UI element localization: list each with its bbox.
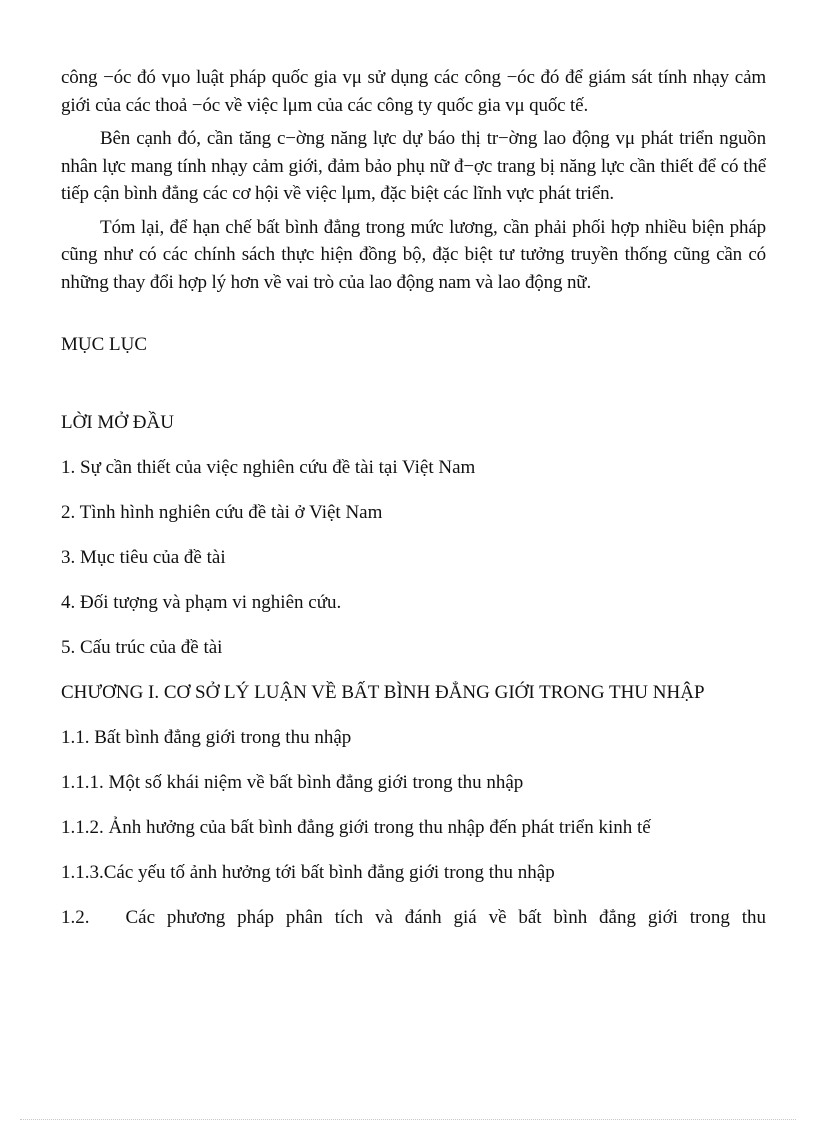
toc-item-number: 1.2. <box>61 907 90 928</box>
toc-item: LỜI MỞ ĐẦU <box>61 412 174 433</box>
toc-item: 5. Cấu trúc của đề tài <box>61 637 223 658</box>
toc-item-text: Các phương pháp phân tích và đánh giá về bất bình đẳng giới trong thu <box>125 907 766 928</box>
toc-item: 1.1.3.Các yếu tố ảnh hưởng tới bất bình đẳng giới trong thu nhập <box>61 862 555 883</box>
page-bottom-divider <box>20 1119 796 1120</box>
toc-item <box>61 905 766 931</box>
toc-item: CHƯƠNG I. CƠ SỞ LÝ LUẬN VỀ BẤT BÌNH ĐẲNG GIỚI TRONG THU NHẬP <box>61 682 705 703</box>
body-paragraph: Bên cạnh đó, cần tăng c−ờng năng lực dự báo thị tr−ờng lao động vμ phát triển nguồn nhân lực mang tính nhạy cảm giới, đảm bảo phụ nữ đ−ợc trang bị năng lực cần thiết để có thể tiếp cận bình đẳng các cơ hội về việc lμm, đặc biệt các lĩnh vực phát triển. <box>61 128 766 204</box>
body-paragraph: công −óc đó vμo luật pháp quốc gia vμ sử dụng các công −óc đó để giám sát tính nhạy cảm giới của các thoả −óc về việc lμm của các công ty quốc gia vμ quốc tế. <box>61 67 766 116</box>
toc-item: 4. Đối tượng và phạm vi nghiên cứu. <box>61 592 342 613</box>
table-of-contents <box>61 410 766 931</box>
document-page <box>61 64 766 950</box>
toc-item: 2. Tình hình nghiên cứu đề tài ở Việt Nam <box>61 502 383 523</box>
toc-item: 1.1. Bất bình đẳng giới trong thu nhập <box>61 727 352 748</box>
toc-item: 3. Mục tiêu của đề tài <box>61 547 226 568</box>
toc-item: 1.1.1. Một số khái niệm về bất bình đẳng giới trong thu nhập <box>61 772 524 793</box>
toc-item: 1. Sự cần thiết của việc nghiên cứu đề tài tại Việt Nam <box>61 457 476 478</box>
toc-title: MỤC LỤC <box>61 334 148 355</box>
body-paragraph: Tóm lại, để hạn chế bất bình đẳng trong mức lương, cần phải phối hợp nhiều biện pháp cũng như có các chính sách thực hiện đồng bộ, đặc biệt tư tưởng truyền thống cũng cần có những thay đổi hợp lý hơn về vai trò của lao động nam và lao động nữ. <box>61 216 766 293</box>
toc-item: 1.1.2. Ảnh hưởng của bất bình đẳng giới trong thu nhập đến phát triển kinh tế <box>61 817 651 838</box>
